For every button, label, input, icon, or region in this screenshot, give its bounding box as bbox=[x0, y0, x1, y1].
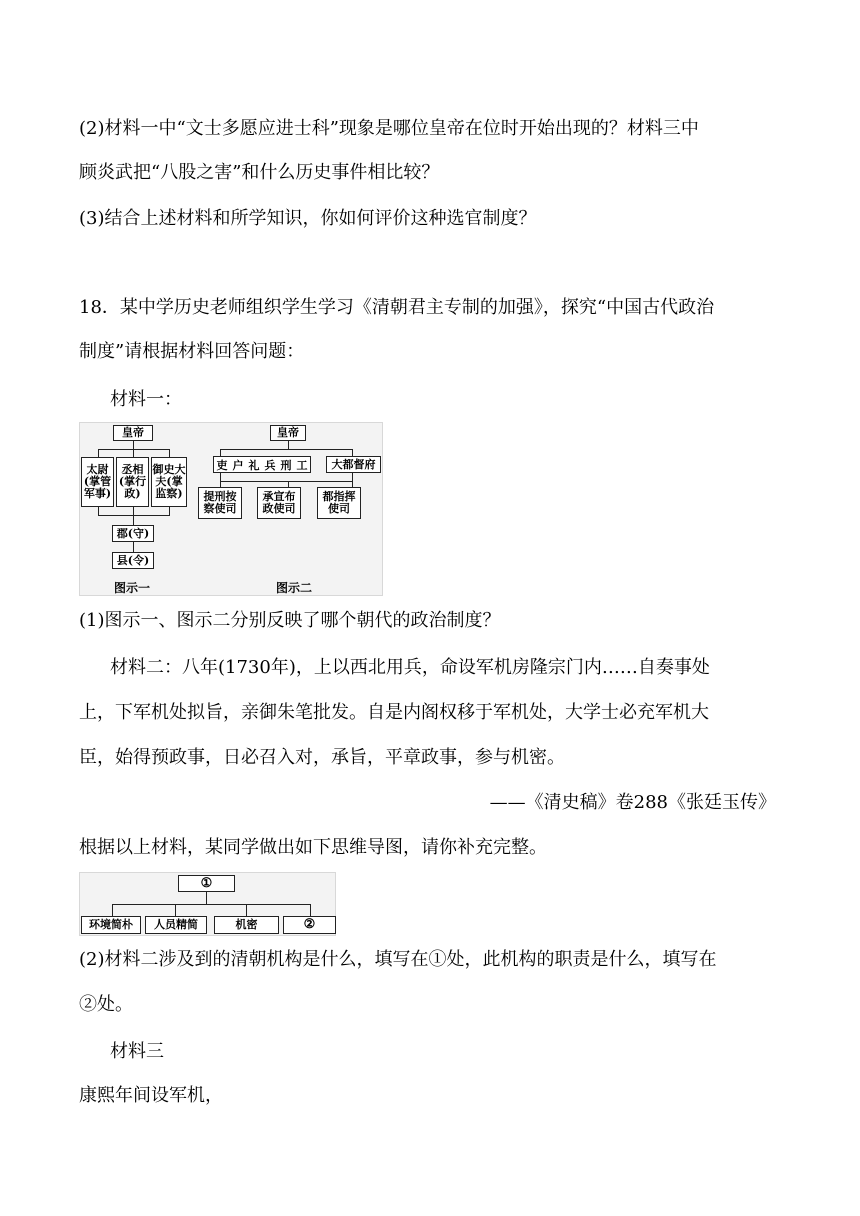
six-ministries-box bbox=[213, 456, 311, 473]
material-3-text: 康熙年间设军机， bbox=[79, 1085, 223, 1106]
sub-question-1: (1)图示一、图示二分别反映了哪个朝代的政治制度？ bbox=[79, 610, 501, 631]
tixing-box: 提刑按察使司 bbox=[198, 487, 242, 519]
mind-map-root-1: ① bbox=[178, 875, 235, 892]
emperor-box-1: 皇帝 bbox=[113, 425, 153, 441]
mind-map-item-3: 机密 bbox=[214, 916, 279, 934]
emperor-box-2: 皇帝 bbox=[270, 425, 306, 441]
chengxuan-box: 承宣布政使司 bbox=[257, 487, 301, 519]
ministry-gong: 工 bbox=[296, 458, 308, 472]
question-2-line-1: (2)材料一中“文士多愿应进士科”现象是哪位皇帝在位时开始出现的？材料三中 bbox=[79, 118, 699, 139]
political-system-diagram bbox=[79, 422, 383, 596]
jun-box: 郡(守) bbox=[112, 525, 154, 542]
mind-map-item-1: 环境简朴 bbox=[81, 916, 141, 934]
mind-map-diagram bbox=[79, 872, 336, 936]
ministry-li-rites: 礼 bbox=[248, 458, 260, 472]
duzhihui-box: 都指挥使司 bbox=[317, 487, 361, 519]
question-18-line-2: 制度”请根据材料回答问题： bbox=[79, 341, 305, 362]
dudufu-box: 大都督府 bbox=[326, 456, 381, 473]
material-1-label: 材料一： bbox=[110, 389, 182, 410]
question-3: (3)结合上述材料和所学知识，你如何评价这种选官制度？ bbox=[79, 208, 537, 229]
ministry-bing: 兵 bbox=[264, 458, 276, 472]
mind-map-intro: 根据以上材料，某同学做出如下思维导图，请你补充完整。 bbox=[79, 837, 547, 858]
question-2-line-2: 顾炎武把“八股之害”和什么历史事件相比较？ bbox=[79, 162, 440, 183]
xian-box: 县(令) bbox=[112, 552, 154, 569]
taiwei-box: 太尉(掌管军事) bbox=[81, 457, 114, 507]
mind-map-item-4: ② bbox=[283, 916, 336, 934]
material-2-source: ——《清史稿》卷288《张廷玉传》 bbox=[489, 792, 776, 813]
material-2-line-1: 材料二：八年(1730年)，上以西北用兵，命设军机房隆宗门内……自奏事处 bbox=[110, 657, 710, 678]
ministry-xing: 刑 bbox=[280, 458, 292, 472]
yushi-box: 御史大夫(掌监察) bbox=[151, 457, 187, 507]
material-3-label: 材料三 bbox=[110, 1041, 164, 1062]
sub-question-2-line-2: ②处。 bbox=[79, 994, 133, 1015]
ministry-li: 吏 bbox=[216, 458, 228, 472]
chengxiang-box: 丞相(掌行政) bbox=[116, 457, 149, 507]
caption-figure-1: 图示一 bbox=[114, 581, 151, 595]
material-2-line-2: 上，下军机处拟旨，亲御朱笔批发。自是内阁权移于军机处，大学士必充军机大 bbox=[79, 702, 709, 723]
ministry-hu: 户 bbox=[232, 458, 244, 472]
material-2-line-3: 臣，始得预政事，日必召入对，承旨，平章政事，参与机密。 bbox=[79, 747, 565, 768]
sub-question-2-line-1: (2)材料二涉及到的清朝机构是什么，填写在①处，此机构的职责是什么，填写在 bbox=[79, 949, 717, 970]
mind-map-item-2: 人员精简 bbox=[145, 916, 207, 934]
question-18-line-1: 18．某中学历史老师组织学生学习《清朝君主专制的加强》，探究“中国古代政治 bbox=[79, 297, 715, 318]
caption-figure-2: 图示二 bbox=[276, 581, 313, 595]
